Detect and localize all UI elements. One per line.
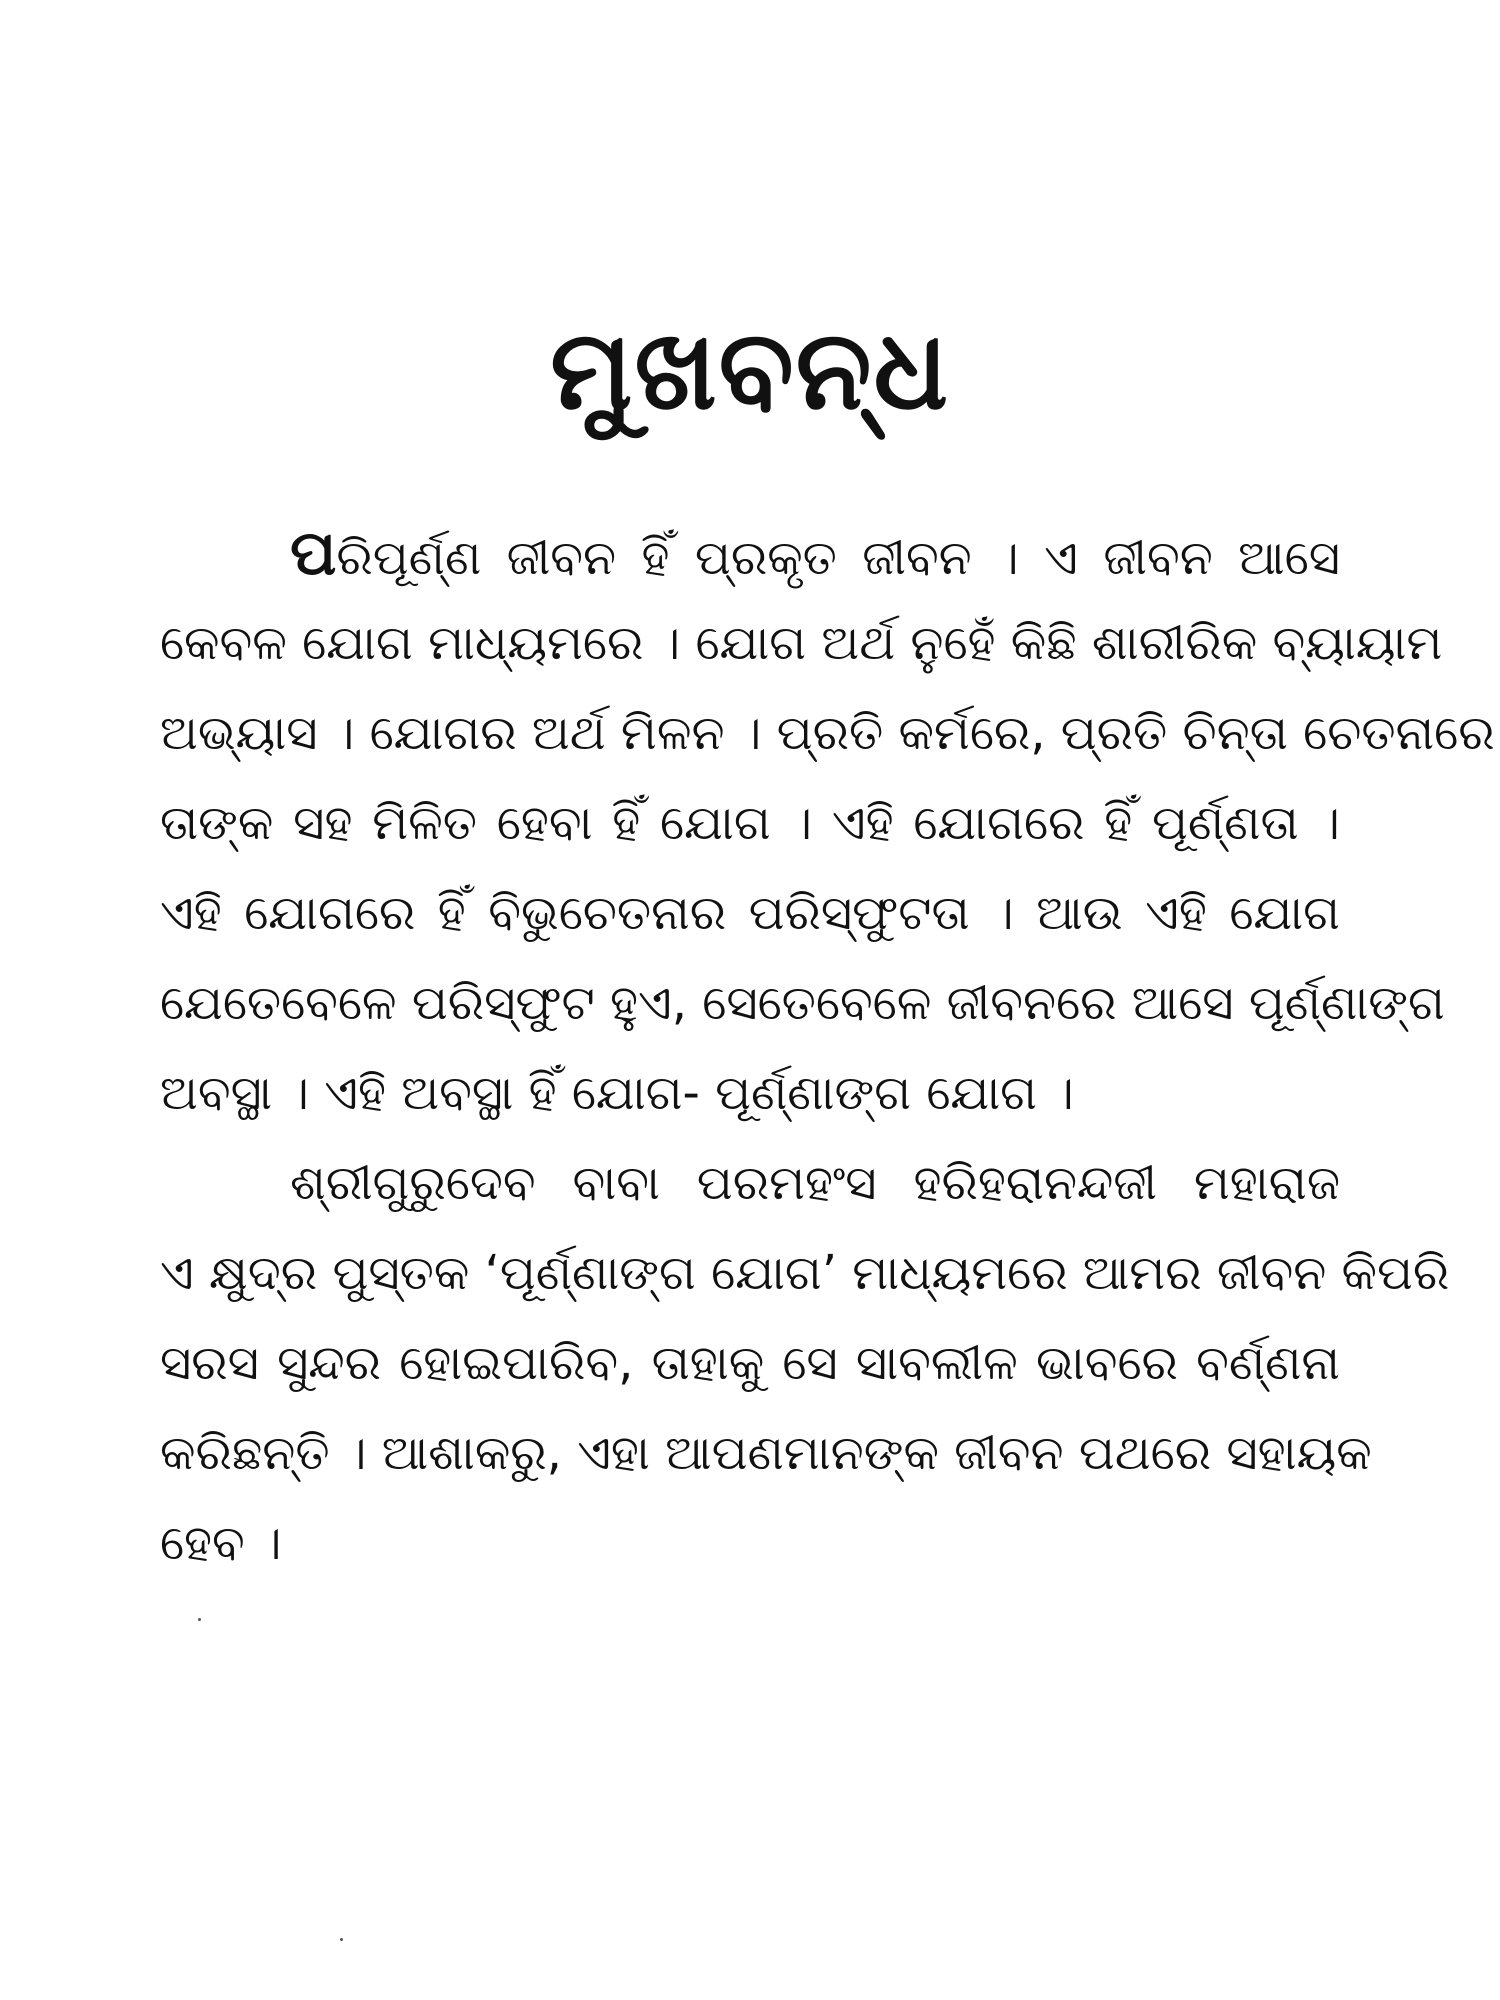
paragraph-2-line-3: ସରସ ସୁନ୍ଦର ହୋଇପାରିବ, ତାହାକୁ ସେ ସାବଲୀଳ ଭାବରେ ବର୍ଣ୍ଣନା — [160, 1335, 1340, 1391]
paragraph-1-line-2: କେବଳ ଯୋଗ ମାଧ୍ୟମରେ । ଯୋଗ ଅର୍ଥ ନୁହେଁ କିଛି ଶାରୀରିକ ବ୍ୟାୟାମ — [160, 615, 1443, 671]
paragraph-1-line-5: ଏହି ଯୋଗରେ ହିଁ ବିଭୁଚେତନାର ପରିସ୍ଫୁଟତା । ଆଉ ଏହି ଯୋଗ — [160, 885, 1340, 941]
paragraph-2-line-4: କରିଛନ୍ତି । ଆଶାକରୁ, ଏହା ଆପଣମାନଙ୍କ ଜୀବନ ପଥରେ ସହାୟକ — [160, 1425, 1372, 1481]
paragraph-1-line-6: ଯେତେବେଳେ ପରିସ୍ଫୁଟ ହୁଏ, ସେତେବେଳେ ଜୀବନରେ ଆସେ ପୂର୍ଣ୍ଣାଙ୍ଗ — [160, 975, 1445, 1031]
paragraph-2-line-1: ଶ୍ରୀଗୁରୁଦେବ ବାବା ପରମହଂସ ହରିହରାନନ୍ଦଜୀ ମହାରାଜ — [290, 1155, 1340, 1211]
scan-speck — [340, 1938, 343, 1941]
drop-cap: ପ — [290, 516, 337, 589]
scan-speck — [198, 1618, 201, 1621]
body-text — [160, 508, 1495, 1588]
paragraph-1-line-7: ଅବସ୍ଥା । ଏହି ଅବସ୍ଥା ହିଁ ଯୋଗ- ପୂର୍ଣ୍ଣାଙ୍ଗ ଯୋଗ । — [160, 1065, 1074, 1121]
paragraph-1-line-3: ଅଭ୍ୟାସ । ଯୋଗର ଅର୍ଥ ମିଳନ । ପ୍ରତି କର୍ମରେ, ପ୍ରତି ଚିନ୍ତା ଚେତନାରେ — [160, 705, 1495, 761]
paragraph-2-line-5: ହେବ । — [160, 1515, 282, 1571]
paragraph-2-line-2: ଏ କ୍ଷୁଦ୍ର ପୁସ୍ତକ ‘ପୂର୍ଣ୍ଣାଙ୍ଗ ଯୋଗ’ ମାଧ୍ୟମରେ ଆମର ଜୀବନ କିପରି — [160, 1245, 1450, 1301]
paragraph-1-line-4: ତାଙ୍କ ସହ ମିଳିତ ହେବା ହିଁ ଯୋଗ । ଏହି ଯୋଗରେ ହିଁ ପୂର୍ଣ୍ଣତା । — [160, 795, 1340, 851]
paragraph-1-line-1-text: ରିପୂର୍ଣ୍ଣ ଜୀବନ ହିଁ ପ୍ରକୃତ ଜୀବନ । ଏ ଜୀବନ ଆସେ — [336, 530, 1340, 586]
page-title: ମୁଖବନ୍ଧ — [550, 306, 950, 434]
paragraph-1-line-1 — [160, 508, 1340, 598]
